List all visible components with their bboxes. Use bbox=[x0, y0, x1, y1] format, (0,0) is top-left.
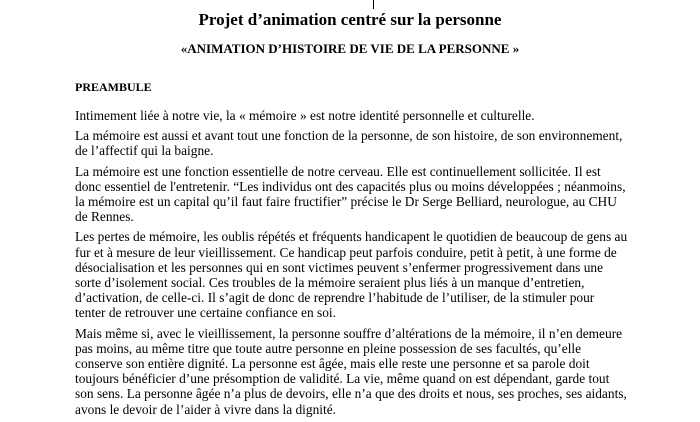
paragraph-line: avons le devoir de l’aider à vivre dans la dignité. bbox=[75, 401, 337, 417]
paragraph bbox=[75, 128, 627, 158]
paragraph-line: donc essentiel de l'entretenir. “Les individus ont des capacités plus ou moins développées ; néanmoins, bbox=[75, 178, 626, 194]
document-subtitle: «ANIMATION D’HISTOIRE DE VIE DE LA PERSONNE » bbox=[180, 41, 520, 56]
paragraph bbox=[75, 164, 627, 225]
document-title: Projet d’animation centré sur la personne bbox=[198, 10, 502, 29]
paragraph-line: la mémoire est un capital qu’il faut faire fructifier” précise le Dr Serge Belliard, neurologue, au CHU bbox=[75, 194, 617, 210]
paragraph-line: désocialisation et les personnes qui en sont victimes peuvent s’enfermer progressivement dans une bbox=[75, 259, 604, 275]
paragraph-line: fur et à mesure de leur vieillissement. Ce handicap peut parfois conduire, petit à petit, à une forme de bbox=[75, 244, 617, 260]
paragraph-line: toujours bénéficier d’une présomption de validité. La vie, même quand on est dépendant, garde tout bbox=[75, 371, 610, 387]
paragraph bbox=[75, 326, 627, 417]
paragraph-line: Les pertes de mémoire, les oublis répétés et fréquents handicapent le quotidien de beaucoup de gens au bbox=[75, 229, 628, 245]
paragraph bbox=[75, 108, 627, 123]
paragraph-line: La mémoire est une fonction essentielle de notre cerveau. Elle est continuellement sollicitée. Il est bbox=[75, 163, 601, 179]
paragraph-line: de Rennes. bbox=[75, 209, 134, 225]
paragraph-line: de l’affectif qui la baigne. bbox=[75, 143, 214, 159]
paragraph-line: La mémoire est aussi et avant tout une fonction de la personne, de son histoire, de son environnement, bbox=[75, 128, 623, 144]
paragraph-line: Intimement liée à notre vie, la « mémoire » est notre identité personnelle et culturelle. bbox=[75, 108, 535, 123]
paragraph-line: pas moins, au même titre que toute autre personne en pleine possession de ses facultés, qu’elle bbox=[75, 340, 582, 356]
paragraph-line: d’activation, de celle-ci. Il s’agit de donc de reprendre l’habitude de l’utiliser, de la stimuler pour bbox=[75, 290, 595, 306]
paragraph-list bbox=[75, 108, 627, 417]
text-cursor bbox=[373, 0, 374, 9]
paragraph-line: Mais même si, avec le vieillissement, la personne souffre d’altérations de la mémoire, il n’en demeure bbox=[75, 325, 623, 341]
paragraph-line: conserve son entière dignité. La personne est âgée, mais elle reste une personne et sa parole doit bbox=[75, 356, 590, 372]
paragraph-line: sorte d’isolement social. Ces troubles de la mémoire seraient plus liés à un manque d’entretien, bbox=[75, 275, 585, 291]
section-heading: PREAMBULE bbox=[75, 80, 152, 94]
document-body bbox=[75, 80, 627, 422]
paragraph-line: son sens. La personne âgée n’a plus de devoirs, elle n’a que des droits et nous, ses proches, ses aidants, bbox=[75, 386, 627, 402]
paragraph bbox=[75, 229, 627, 320]
paragraph-line: tenter de retrouver une certaine confiance en soi. bbox=[75, 305, 336, 321]
